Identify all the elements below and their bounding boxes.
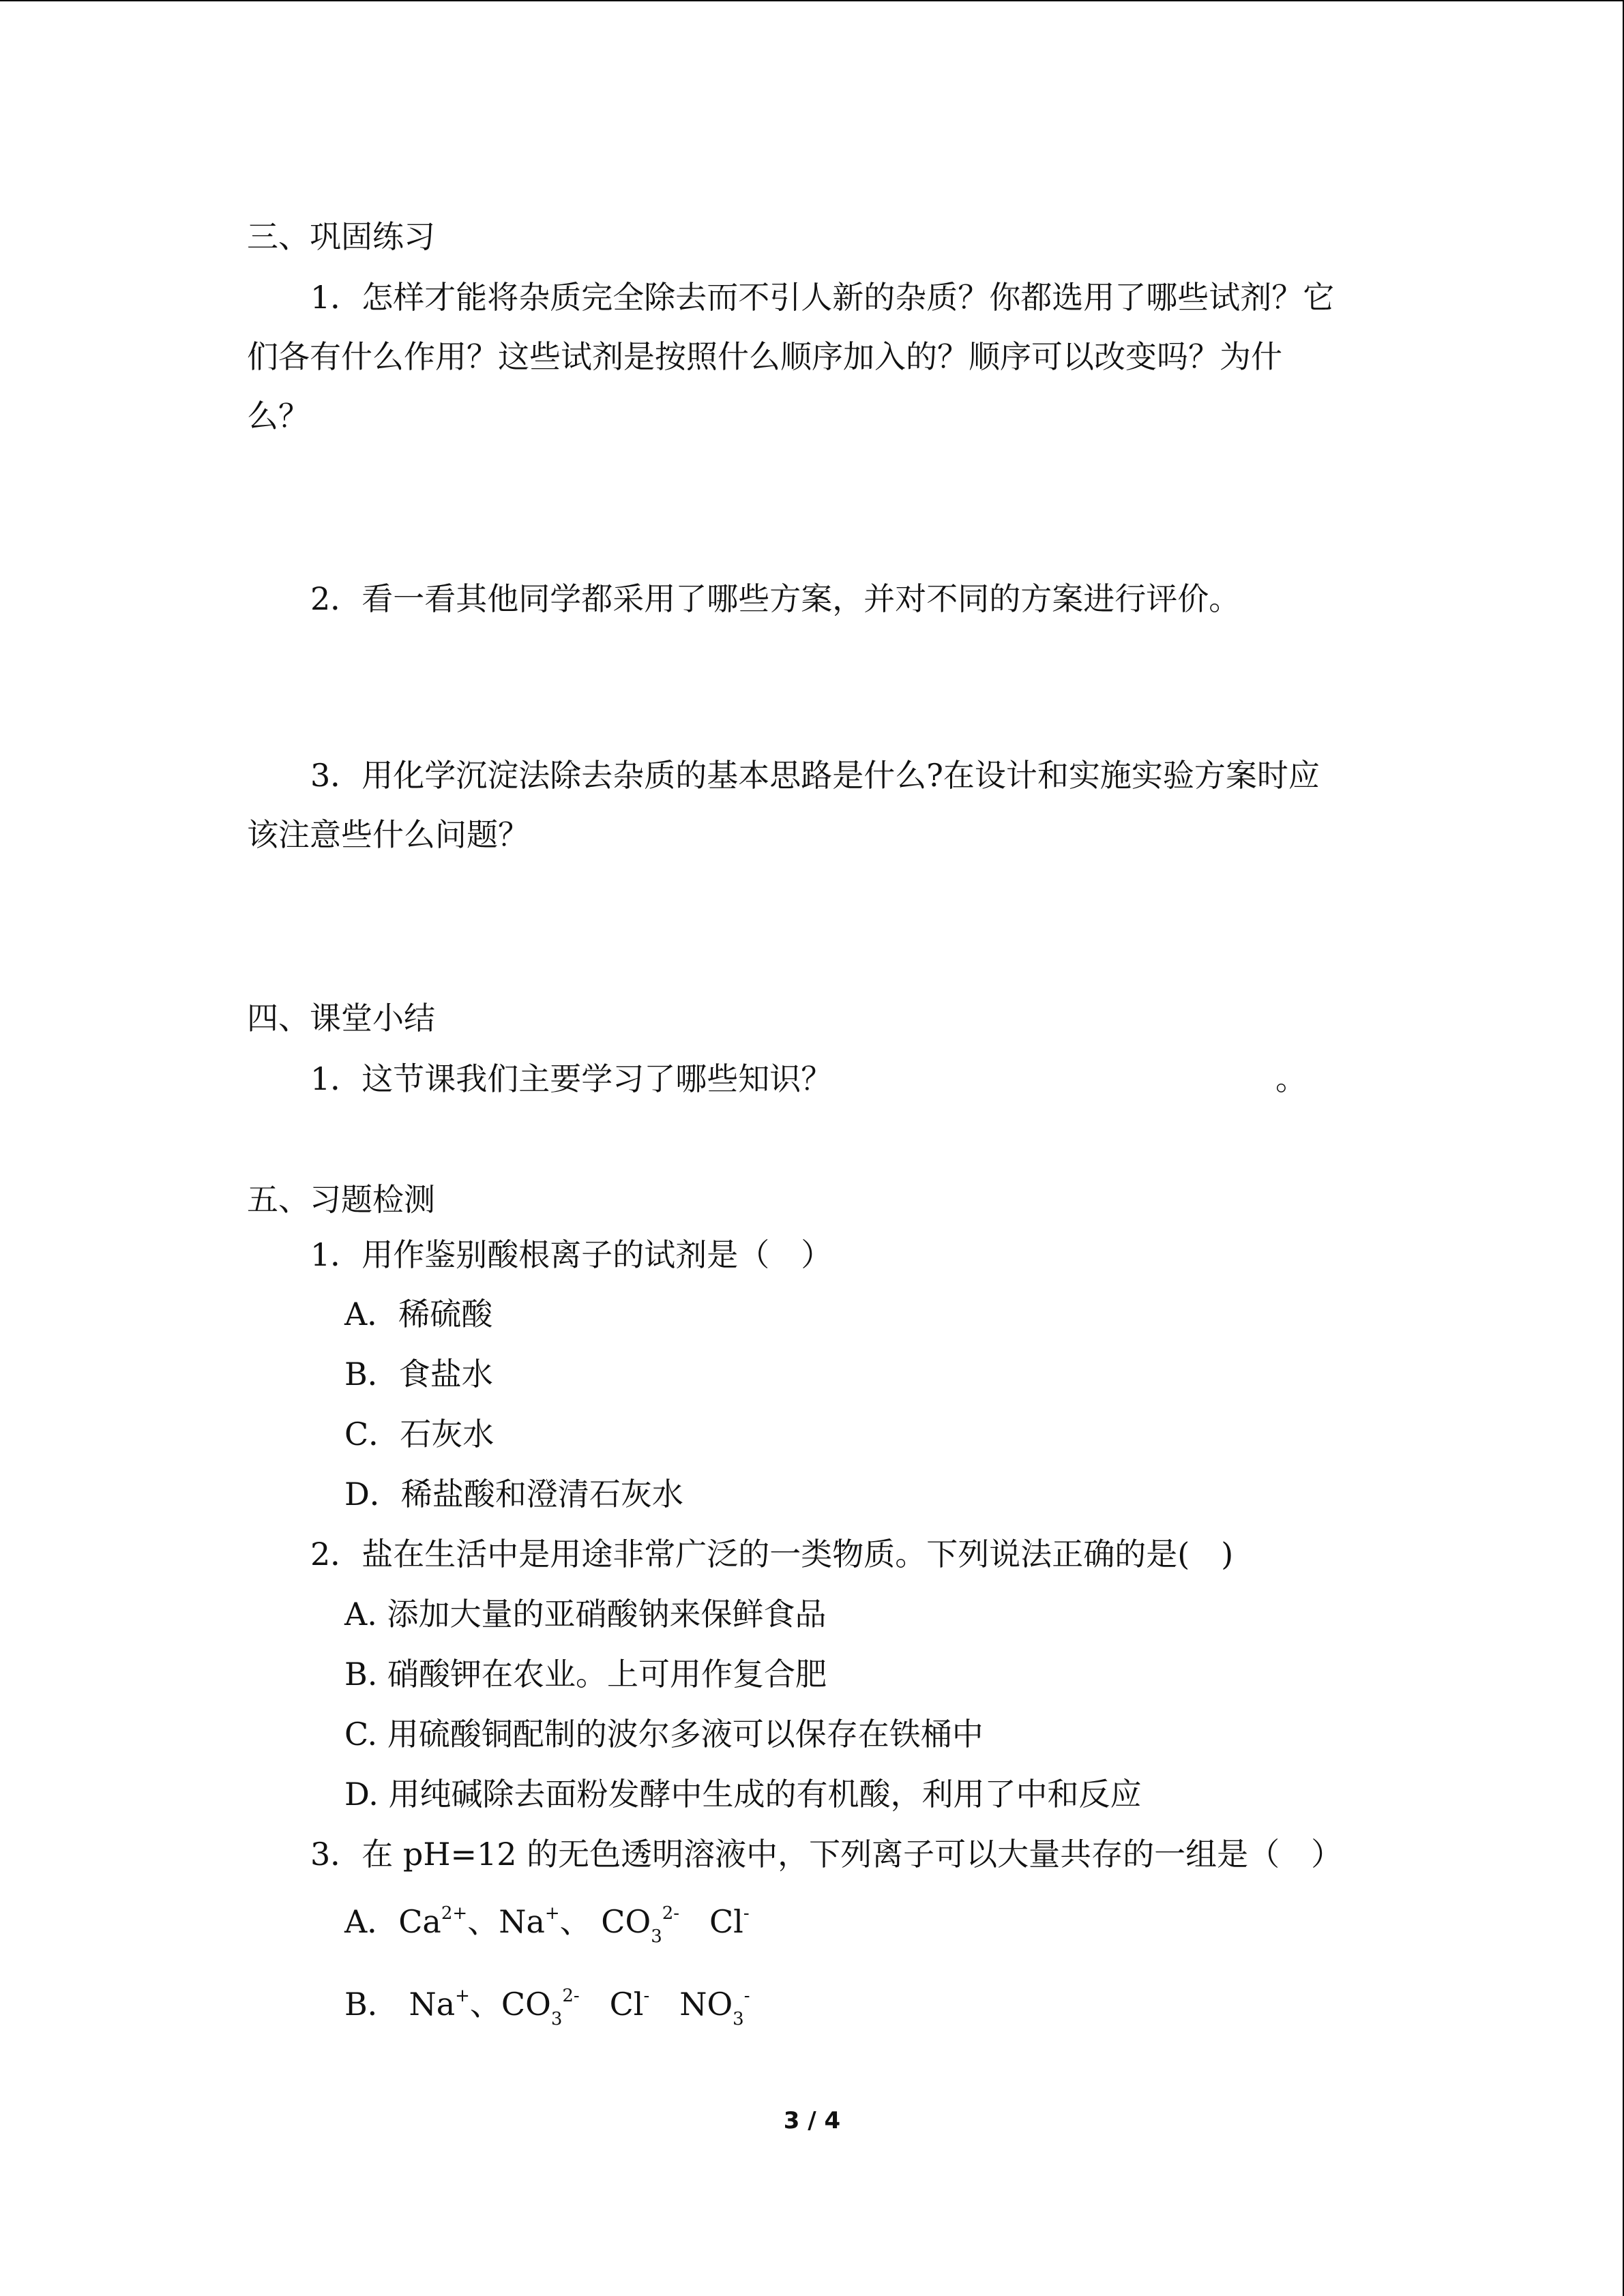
separator: 、 (467, 1903, 499, 1940)
question-1-option-a: A．稀硫酸 (344, 1296, 493, 1332)
ion-no3-subscript: 3 (733, 2009, 744, 2029)
section3-q3-line1: 3．用化学沉淀法除去杂质的基本思路是什么?在设计和实施实验方案时应 (310, 757, 1320, 794)
question-1-option-b: B．食盐水 (344, 1356, 493, 1392)
question-2-stem: 2．盐在生活中是用途非常广泛的一类物质。下列说法正确的是( ) (310, 1536, 1234, 1572)
section5-heading: 五、习题检测 (247, 1181, 435, 1218)
ion-na: Na (499, 1903, 545, 1940)
section4-q1-end: 。 (1275, 1060, 1307, 1097)
ion-ca-charge: 2+ (441, 1903, 468, 1924)
question-2-option-d: D. 用纯碱除去面粉发酵中生成的有机酸，利用了中和反应 (344, 1776, 1142, 1813)
separator: 、 (559, 1903, 591, 1940)
ion-ca: Ca (398, 1903, 441, 1940)
question-1-option-c: C．石灰水 (344, 1416, 494, 1452)
ion-co3-charge: 2- (562, 1986, 580, 2006)
section4-q1: 1．这节课我们主要学习了哪些知识？ (310, 1060, 833, 1097)
ion-co3: CO (601, 1903, 651, 1940)
ion-na: Na (409, 1986, 456, 2023)
question-1-stem: 1．用作鉴别酸根离子的试剂是（ ） (310, 1236, 833, 1273)
question-2-option-b: B. 硝酸钾在农业。上可用作复合肥 (344, 1656, 827, 1693)
option-a-label: A． (344, 1903, 399, 1940)
ion-co3: CO (501, 1986, 551, 2023)
question-3-stem: 3．在 pH=12 的无色透明溶液中，下列离子可以大量共存的一组是（ ） (310, 1836, 1343, 1873)
ion-co3-subscript: 3 (550, 2009, 563, 2029)
ion-co3-charge: 2- (662, 1903, 680, 1924)
section3-q3-line2: 该注意些什么问题？ (247, 816, 529, 853)
ion-cl-charge: - (643, 1986, 650, 2006)
question-1-option-d: D．稀盐酸和澄清石灰水 (344, 1476, 683, 1512)
ion-cl: Cl (709, 1903, 743, 1940)
question-2-option-a: A. 添加大量的亚硝酸钠来保鲜食品 (344, 1596, 827, 1632)
ion-cl-charge: - (743, 1903, 750, 1924)
ion-co3-subscript: 3 (651, 1926, 662, 1947)
ion-no3-charge: - (743, 1986, 750, 2006)
page-number: 3 / 4 (783, 2107, 841, 2134)
option-b-label: B． (344, 1986, 399, 2023)
section4-heading: 四、课堂小结 (247, 1000, 435, 1037)
separator: 、 (469, 1986, 501, 2023)
ion-na-charge: + (455, 1986, 470, 2006)
question-3-option-b (344, 1986, 750, 2029)
section3-q1-line3: 么？ (247, 398, 310, 434)
ion-cl: Cl (609, 1986, 644, 2023)
ion-na-charge: + (544, 1903, 560, 1924)
section3-q1-line1: 1．怎样才能将杂质完全除去而不引人新的杂质？你都选用了哪些试剂？它 (310, 279, 1335, 316)
section3-q2: 2．看一看其他同学都采用了哪些方案，并对不同的方案进行评价。 (310, 580, 1241, 617)
question-2-option-c: C. 用硫酸铜配制的波尔多液可以保存在铁桶中 (344, 1716, 984, 1753)
section3-q1-line2: 们各有什么作用？这些试剂是按照什么顺序加入的？顺序可以改变吗？为什 (247, 338, 1282, 375)
section3-heading: 三、巩固练习 (247, 218, 435, 255)
question-3-option-a (344, 1903, 750, 1947)
ion-no3: NO (679, 1986, 733, 2023)
